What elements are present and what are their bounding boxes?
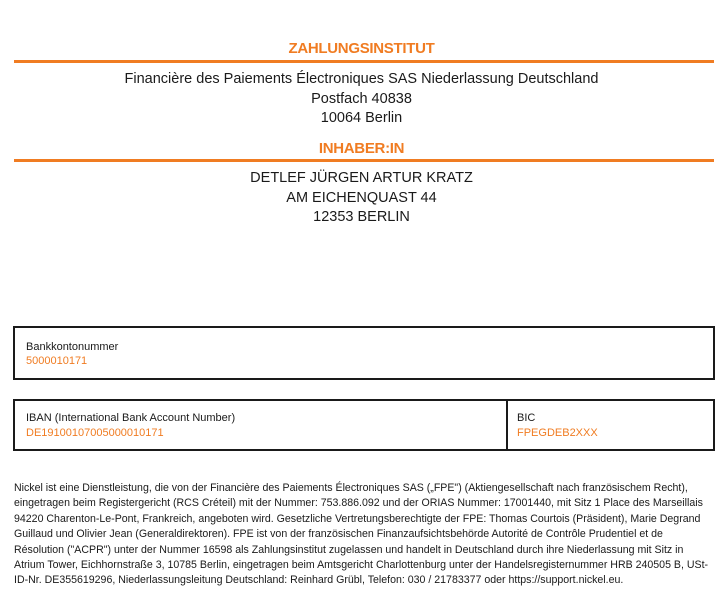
iban-value: DE19100107005000010171: [26, 427, 164, 439]
institute-city: 10064 Berlin: [320, 110, 403, 126]
iban-bic-divider: [506, 401, 508, 449]
holder-street: AM EICHENQUAST 44: [286, 190, 437, 206]
holder-divider: [14, 159, 714, 162]
institute-name: Financière des Paiements Électroniques SAS Niederlassung Deutschland: [124, 71, 599, 87]
legal-notice: Nickel ist eine Dienstleistung, die von der Financière des Paiements Électroniques SAS („FPE") (Aktiengesellschaft nach französischem Recht), eingetragen beim Registergericht (RCS Créteil) mit der Nummer: 753.886.092 und der ORIAS Nummer: 17001440, mit Sitz 1 Place des Marseillais 94220 Charenton-Le-Pont, Frankreich, angeboten wird. Gesetzliche Vertretungsberechtigte der FPE: Thomas Courtois (Präsident), Marie Degrand Guillaud und Olivier Jean (Generaldirektoren). FPE ist von der französischen Finanzaufsichtsbehörde Autorité de Contrôle Prudentiel et de Résolution ("ACPR") unter der Nummer 16598 als Zahlungsinstitut zugelassen und handelt in Deutschland durch ihre Niederlassung mit Sitz in Atrium Tower, Eichhornstraße 3, 10785 Berlin, eingetragen beim Amtsgericht Charlottenburg unter der Handelsregisternummer HRB 240505 B, USt-ID-Nr. DE355619296, Niederlassungsleitung Deutschland: Reinhard Grübl, Telefon: 030 / 21783377 oder https://support.nickel.eu.: [14, 482, 709, 587]
account-number-value: 5000010171: [26, 355, 88, 367]
holder-heading: INHABER:IN: [318, 140, 405, 157]
holder-name: DETLEF JÜRGEN ARTUR KRATZ: [250, 170, 473, 186]
bic-label: BIC: [517, 412, 536, 424]
iban-bic-box: [13, 399, 715, 451]
institute-divider: [14, 60, 714, 63]
account-number-label: Bankkontonummer: [26, 341, 119, 353]
holder-city: 12353 BERLIN: [313, 209, 410, 225]
iban-label: IBAN (International Bank Account Number): [26, 412, 236, 424]
institute-postbox: Postfach 40838: [311, 91, 412, 107]
account-number-box: [13, 326, 715, 380]
bic-value: FPEGDEB2XXX: [517, 427, 598, 439]
institute-heading: ZAHLUNGSINSTITUT: [288, 40, 435, 57]
